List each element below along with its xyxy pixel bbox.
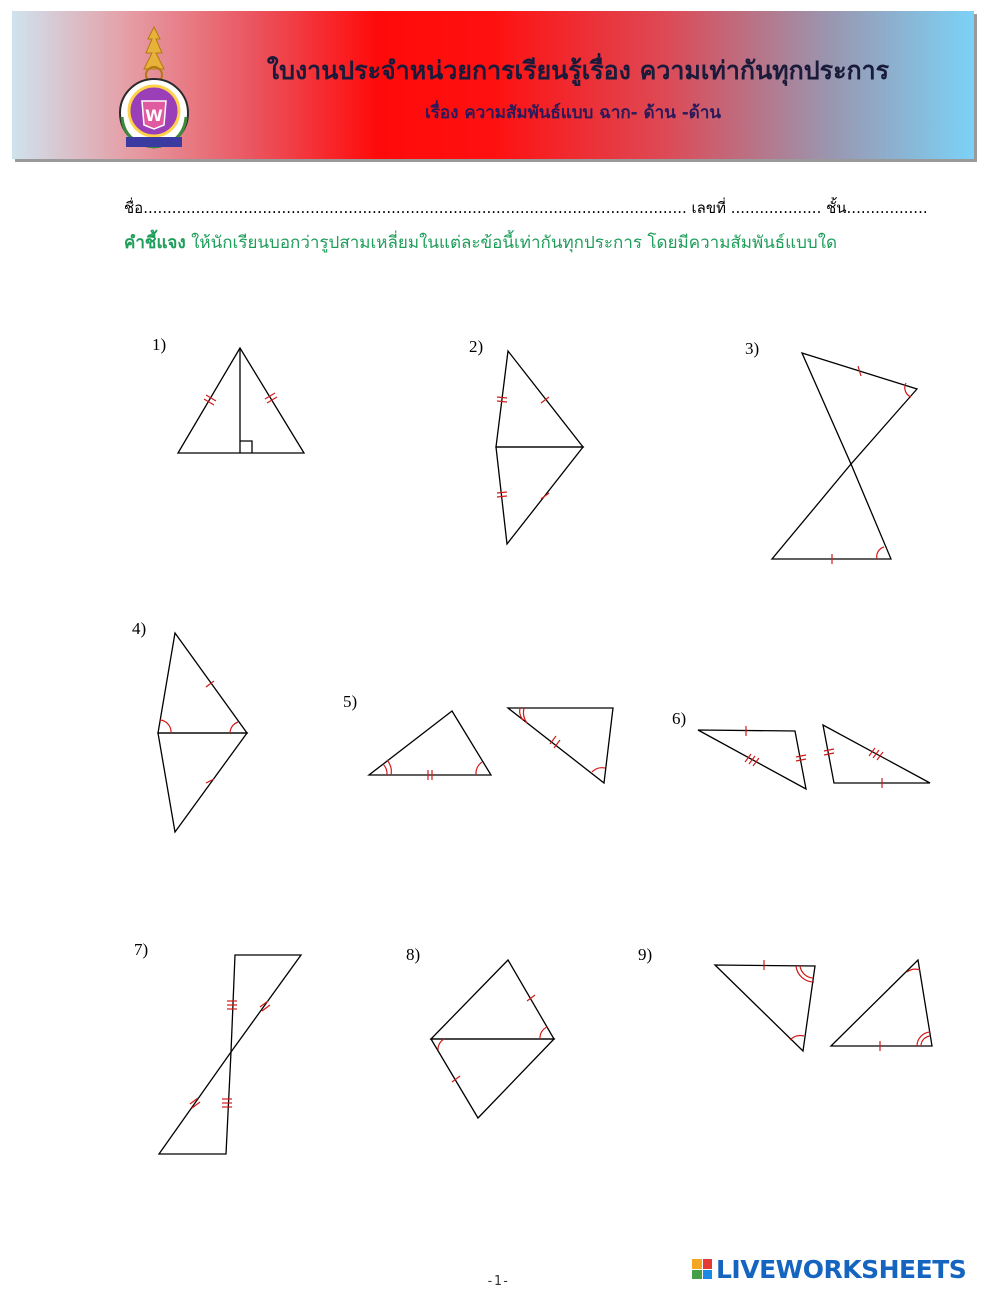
figure-2 [496,351,583,544]
figure-7 [159,955,301,1154]
problem-2-label: 2) [469,337,484,356]
liveworksheets-logo[interactable] [692,1255,966,1283]
problem-1-label: 1) [152,335,167,354]
figure-1 [178,348,304,453]
problem-5-label: 5) [343,692,358,711]
svg-text:W: W [145,106,163,125]
page-number: -1- [486,1274,510,1289]
instructions-label: คำชี้แจง [124,233,186,253]
student-info-line[interactable]: ชื่อ.................................................................................................................. เลขที่ ................... ชั้น................. [124,199,928,217]
problem-7-label: 7) [134,940,149,959]
figure-3 [772,353,917,559]
instructions-text: ให้นักเรียนบอกว่ารูปสามเหลี่ยมในแต่ละข้อนี้เท่ากันทุกประการ โดยมีความสัมพันธ์แบบใด [185,233,838,253]
brand-name: LIVEWORKSHEETS [716,1254,967,1284]
page-title: ใบงานประจำหน่วยการเรียนรู้เรื่อง ความเท่ากันทุกประการ [266,56,890,85]
problem-8-label: 8) [406,945,421,964]
figure-6 [698,725,930,789]
problem-6-label: 6) [672,709,687,728]
figure-9 [715,960,932,1051]
figure-8 [431,960,554,1118]
problem-4-label: 4) [132,619,147,638]
liveworksheets-icon [692,1259,712,1279]
problem-3-label: 3) [745,339,760,358]
page-subtitle: เรื่อง ความสัมพันธ์แบบ ฉาก- ด้าน -ด้าน [424,103,722,123]
figure-5 [369,708,613,783]
problem-9-label: 9) [638,945,653,964]
